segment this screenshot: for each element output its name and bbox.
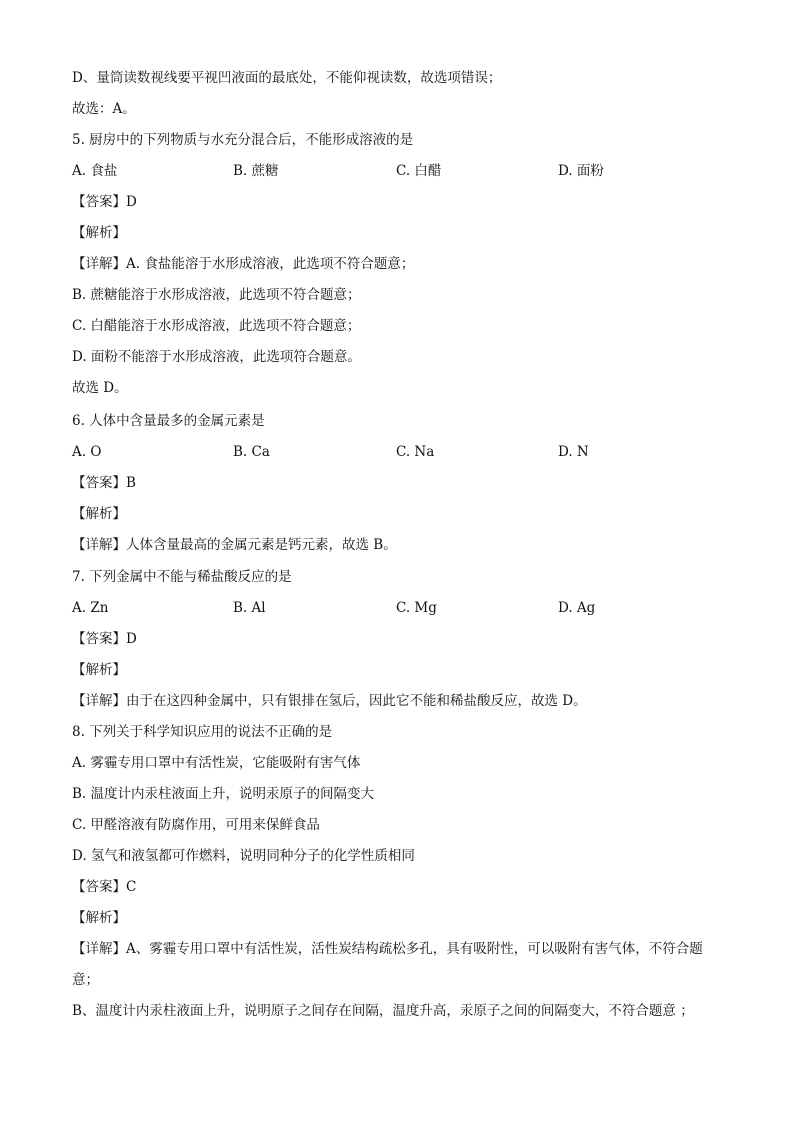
q6-option-c: C. Na <box>396 444 435 460</box>
q5-choice: 故选 D。 <box>72 380 128 396</box>
q6-options <box>72 443 722 461</box>
q8-answer: 【答案】C <box>72 879 137 895</box>
q8-option-a: A. 雾霾专用口罩中有活性炭，它能吸附有害气体 <box>72 755 361 771</box>
q6-option-b: B. Ca <box>233 444 270 460</box>
q6-stem: 6. 人体中含量最多的金属元素是 <box>72 413 265 429</box>
q8-option-d: D. 氢气和液氢都可作燃料，说明同种分子的化学性质相同 <box>72 848 415 864</box>
q5-option-c: C. 白醋 <box>396 163 442 179</box>
q7-detail: 【详解】由于在这四种金属中，只有银排在氢后，因此它不能和稀盐酸反应，故选 D。 <box>72 693 587 709</box>
q7-option-b: B. Al <box>233 600 266 616</box>
q6-detail: 【详解】人体含量最高的金属元素是钙元素，故选 B。 <box>72 537 397 553</box>
prev-explanation-d: D、量筒读数视线要平视凹液面的最底处，不能仰视读数，故选项错误； <box>72 70 502 86</box>
q7-analysis-label: 【解析】 <box>72 662 126 678</box>
q8-option-b: B. 温度计内汞柱液面上升，说明汞原子的间隔变大 <box>72 786 375 802</box>
q5-detail-c: C. 白醋能溶于水形成溶液，此选项不符合题意； <box>72 318 361 334</box>
q6-answer: 【答案】B <box>72 475 136 491</box>
q5-analysis-label: 【解析】 <box>72 225 126 241</box>
q7-stem: 7. 下列金属中不能与稀盐酸反应的是 <box>72 569 292 585</box>
q5-option-a: A. 食盐 <box>72 163 118 179</box>
q7-answer: 【答案】D <box>72 631 137 647</box>
q7-option-d: D. Ag <box>558 600 596 616</box>
q7-option-a: A. Zn <box>72 600 109 616</box>
q6-option-a: A. O <box>72 444 102 460</box>
q5-detail-a: 【详解】A. 食盐能溶于水形成溶液，此选项不符合题意； <box>72 256 415 272</box>
prev-choice: 故选：A。 <box>72 101 136 117</box>
q5-option-d: D. 面粉 <box>558 163 604 179</box>
q8-option-c: C. 甲醛溶液有防腐作用，可用来保鲜食品 <box>72 817 320 833</box>
q6-option-d: D. N <box>558 444 589 460</box>
q8-detail-b: B、温度计内汞柱液面上升，说明原子之间存在间隔，温度升高，汞原子之间的间隔变大，不符合题意 ； <box>72 1003 694 1019</box>
q7-options <box>72 599 722 617</box>
q7-option-c: C. Mg <box>396 600 437 616</box>
q5-options <box>72 162 722 180</box>
q6-analysis-label: 【解析】 <box>72 506 126 522</box>
q5-detail-d: D. 面粉不能溶于水形成溶液，此选项符合题意。 <box>72 349 361 365</box>
q8-detail-a: 【详解】A、雾霾专用口罩中有活性炭，活性炭结构疏松多孔，具有吸附性，可以吸附有害气体，不符合题意； <box>72 941 703 988</box>
q5-answer: 【答案】D <box>72 194 137 210</box>
q5-stem: 5. 厨房中的下列物质与水充分混合后，不能形成溶液的是 <box>72 132 414 148</box>
q8-analysis-label: 【解析】 <box>72 910 126 926</box>
q5-detail-b: B. 蔗糖能溶于水形成溶液，此选项不符合题意； <box>72 287 361 303</box>
q5-option-b: B. 蔗糖 <box>233 163 279 179</box>
q8-stem: 8. 下列关于科学知识应用的说法不正确的是 <box>72 724 333 740</box>
